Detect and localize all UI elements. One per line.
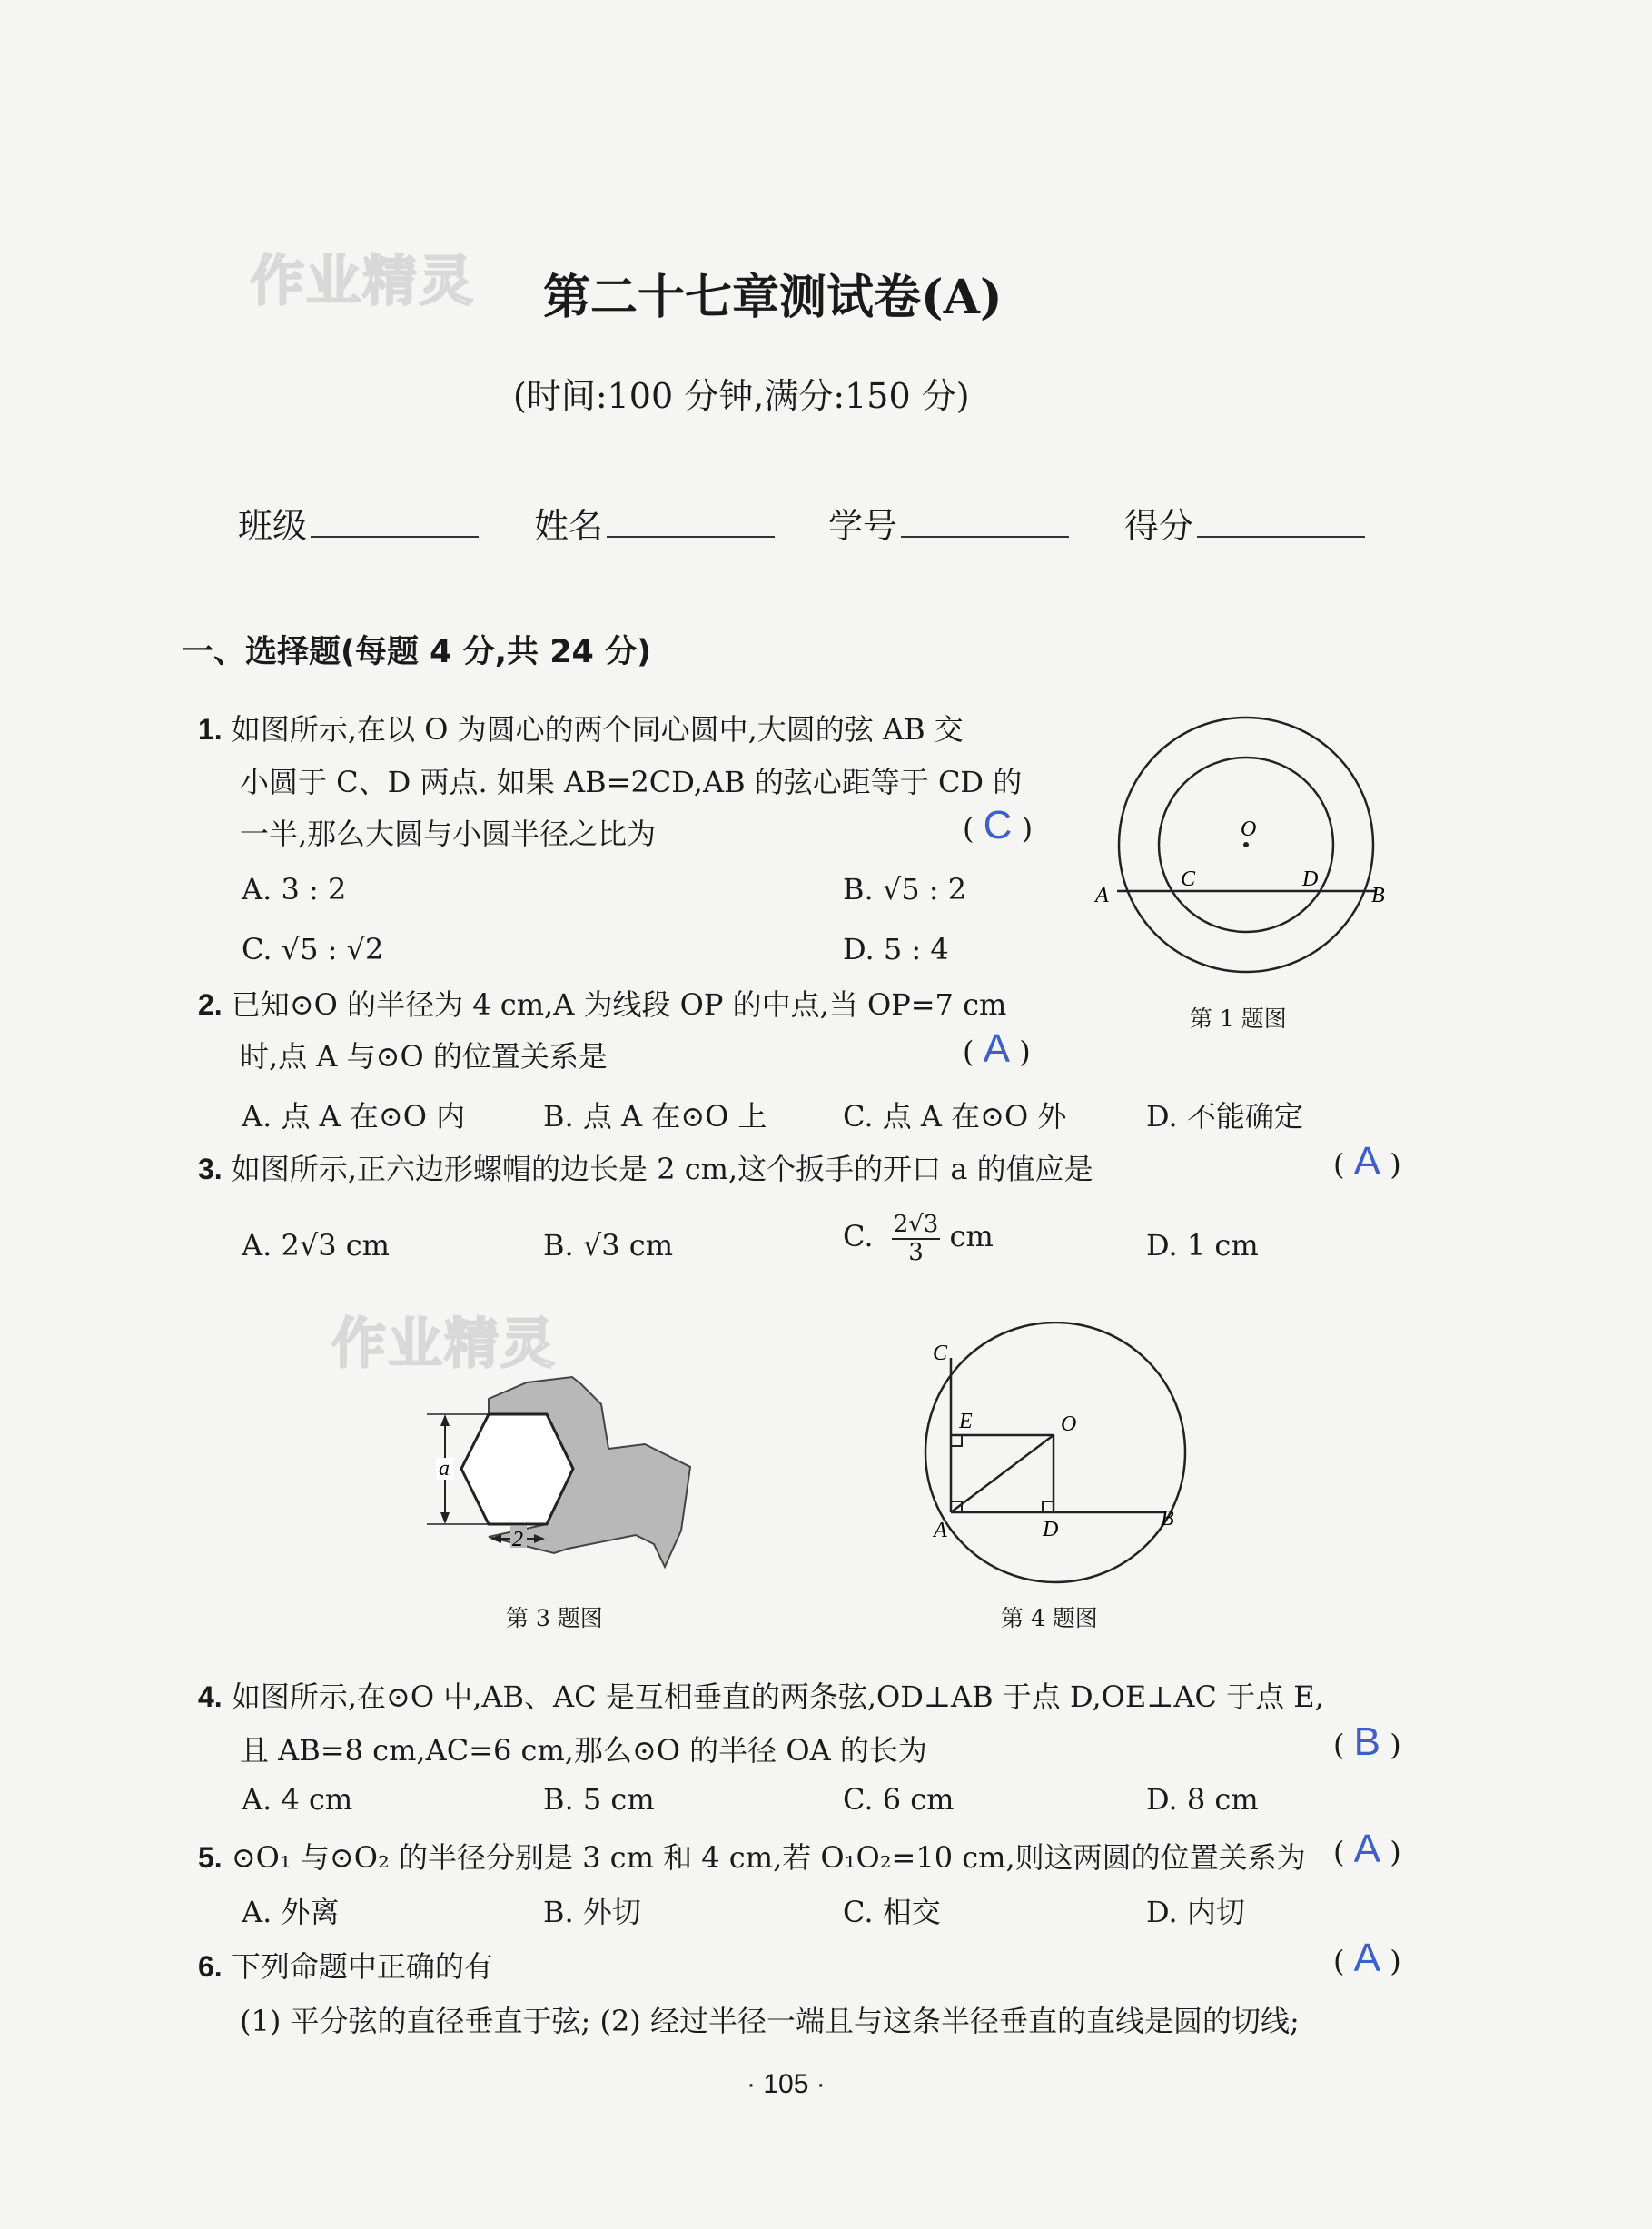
q6-text-2: (1) 平分弦的直径垂直于弦; (2) 经过半径一端且与这条半径垂直的直线是圆的切线; [240,2004,1300,2038]
q3-text-1: 如图所示,正六边形螺帽的边长是 2 cm,这个扳手的开口 a 的值应是 [231,1152,1093,1186]
q1-option-d[interactable]: D. 5 : 4 [843,932,949,966]
name-field[interactable] [534,498,775,548]
q5-option-d[interactable]: D. 内切 [1146,1895,1245,1929]
q4-figure [908,1322,1217,1585]
q3-option-c-numerator: 2√3 [893,1211,939,1238]
q3-option-c[interactable] [843,1212,994,1265]
q5-line1 [198,1835,1306,1877]
student-id-blank[interactable] [901,509,1069,538]
name-label: 姓名 [534,506,604,546]
q3-option-c-unit: cm [949,1219,994,1254]
q3-option-c-prefix: C. [843,1219,874,1254]
watermark-top: 作业精灵 [250,250,475,313]
q3-option-b[interactable]: B. √3 cm [543,1228,674,1263]
q1-label-o: O [1241,817,1257,841]
class-field[interactable] [238,498,479,548]
q4-label-d: D [1043,1518,1059,1541]
q5-answer-box: ( A ) [1333,1827,1401,1871]
q2-option-c[interactable]: C. 点 A 在⊙O 外 [843,1099,1067,1134]
q1-option-c[interactable]: C. √5 : √2 [242,932,384,966]
q3-number: 3. [198,1153,223,1185]
q4-line1 [198,1674,1324,1716]
q1-text-2: 小圆于 C、D 两点. 如果 AB=2CD,AB 的弦心距等于 CD 的 [240,765,1023,799]
q5-number: 5. [198,1841,223,1874]
q4-option-c[interactable]: C. 6 cm [843,1782,955,1817]
q3-option-d[interactable]: D. 1 cm [1146,1228,1259,1263]
q4-answer: B [1353,1719,1381,1764]
q4-label-b: B [1161,1507,1174,1531]
q1-label-a: A [1095,884,1109,907]
q1-number: 1. [198,713,223,746]
q1-figure [1090,708,1399,990]
q6-answer: A [1353,1936,1381,1980]
q1-option-a[interactable]: A. 3 : 2 [242,872,347,906]
q3-label-a: a [439,1457,450,1481]
q2-option-a[interactable]: A. 点 A 在⊙O 内 [242,1099,466,1134]
q2-number: 2. [198,988,223,1021]
page-number: · 105 · [747,2069,826,2099]
q5-answer: A [1353,1827,1381,1871]
q6-answer-box: ( A ) [1333,1936,1401,1980]
q4-label-e: E [959,1410,973,1433]
class-label: 班级 [238,506,308,546]
student-id-field[interactable] [828,498,1069,548]
q1-answer: C [983,803,1013,847]
q6-text-1: 下列命题中正确的有 [231,1949,493,1984]
q1-text-1: 如图所示,在以 O 为圆心的两个同心圆中,大圆的弦 AB 交 [231,712,964,747]
q5-option-a[interactable]: A. 外离 [242,1895,340,1929]
q4-label-c: C [933,1342,948,1365]
q3-figure-caption: 第 3 题图 [506,1605,603,1631]
q3-answer: A [1353,1139,1381,1184]
q4-right-angle-d [1043,1501,1054,1512]
q3-line1 [198,1146,1093,1188]
q6-line1 [198,1944,493,1986]
q4-option-b[interactable]: B. 5 cm [543,1782,655,1817]
q4-right-angle-e [951,1435,962,1446]
q1-label-c: C [1181,867,1196,891]
q4-label-a: A [934,1519,947,1542]
q2-line1 [198,982,1006,1024]
q2-text-1: 已知⊙O 的半径为 4 cm,A 为线段 OP 的中点,当 OP=7 cm [231,987,1007,1022]
page-subtitle: (时间:100 分钟,满分:150 分) [513,376,970,416]
score-label: 得分 [1124,506,1194,546]
q3-arrow-up [440,1414,450,1426]
q5-option-b[interactable]: B. 外切 [543,1895,641,1929]
score-field[interactable] [1124,498,1365,548]
section-heading: 一、选择题(每题 4 分,共 24 分) [182,634,652,670]
q2-option-b[interactable]: B. 点 A 在⊙O 上 [543,1099,767,1134]
q3-label-two: 2 [512,1528,523,1551]
name-blank[interactable] [607,509,775,538]
q5-text-1: ⊙O₁ 与⊙O₂ 的半径分别是 3 cm 和 4 cm,若 O₁O₂=10 cm,则这两圆的位置关系为 [231,1840,1306,1875]
q3-arrow-down [440,1512,450,1524]
score-blank[interactable] [1197,509,1365,538]
q4-option-a[interactable]: A. 4 cm [242,1782,353,1817]
q5-option-c[interactable]: C. 相交 [843,1895,941,1929]
q4-circle [925,1323,1185,1582]
q3-option-a[interactable]: A. 2√3 cm [242,1228,390,1263]
q1-label-d: D [1302,867,1319,891]
watermark-middle: 作业精灵 [331,1313,557,1376]
class-blank[interactable] [311,509,479,538]
q3-option-c-denominator: 3 [908,1238,924,1266]
q4-segment-oa [951,1435,1054,1512]
q2-text-2: 时,点 A 与⊙O 的位置关系是 [240,1039,608,1074]
q2-answer-box: ( A ) [963,1026,1031,1071]
q4-text-2: 且 AB=8 cm,AC=6 cm,那么⊙O 的半径 OA 的长为 [240,1733,927,1768]
q3-option-c-fraction [892,1212,941,1265]
page-title: 第二十七章测试卷(A) [543,270,1003,325]
q6-number: 6. [198,1950,223,1983]
q2-option-d[interactable]: D. 不能确定 [1146,1099,1303,1134]
q1-figure-caption: 第 1 题图 [1190,1006,1287,1032]
q1-label-b: B [1371,884,1385,907]
q4-figure-caption: 第 4 题图 [1001,1605,1098,1631]
q4-text-1: 如图所示,在⊙O 中,AB、AC 是互相垂直的两条弦,OD⊥AB 于点 D,OE⊥AC 于点 E, [231,1679,1324,1714]
q1-text-3: 一半,那么大圆与小圆半径之比为 [240,817,657,851]
q1-answer-box: ( C ) [963,803,1034,847]
q1-center-point [1243,842,1249,847]
q4-label-o: O [1061,1412,1077,1436]
q1-line1 [198,707,964,748]
q4-option-d[interactable]: D. 8 cm [1146,1782,1259,1817]
q3-figure [409,1362,708,1580]
q1-option-b[interactable]: B. √5 : 2 [843,872,967,906]
student-id-label: 学号 [828,506,898,546]
q4-number: 4. [198,1680,223,1713]
q3-answer-box: ( A ) [1333,1139,1401,1184]
q4-answer-box: ( B ) [1333,1719,1401,1764]
q2-answer: A [983,1026,1011,1071]
